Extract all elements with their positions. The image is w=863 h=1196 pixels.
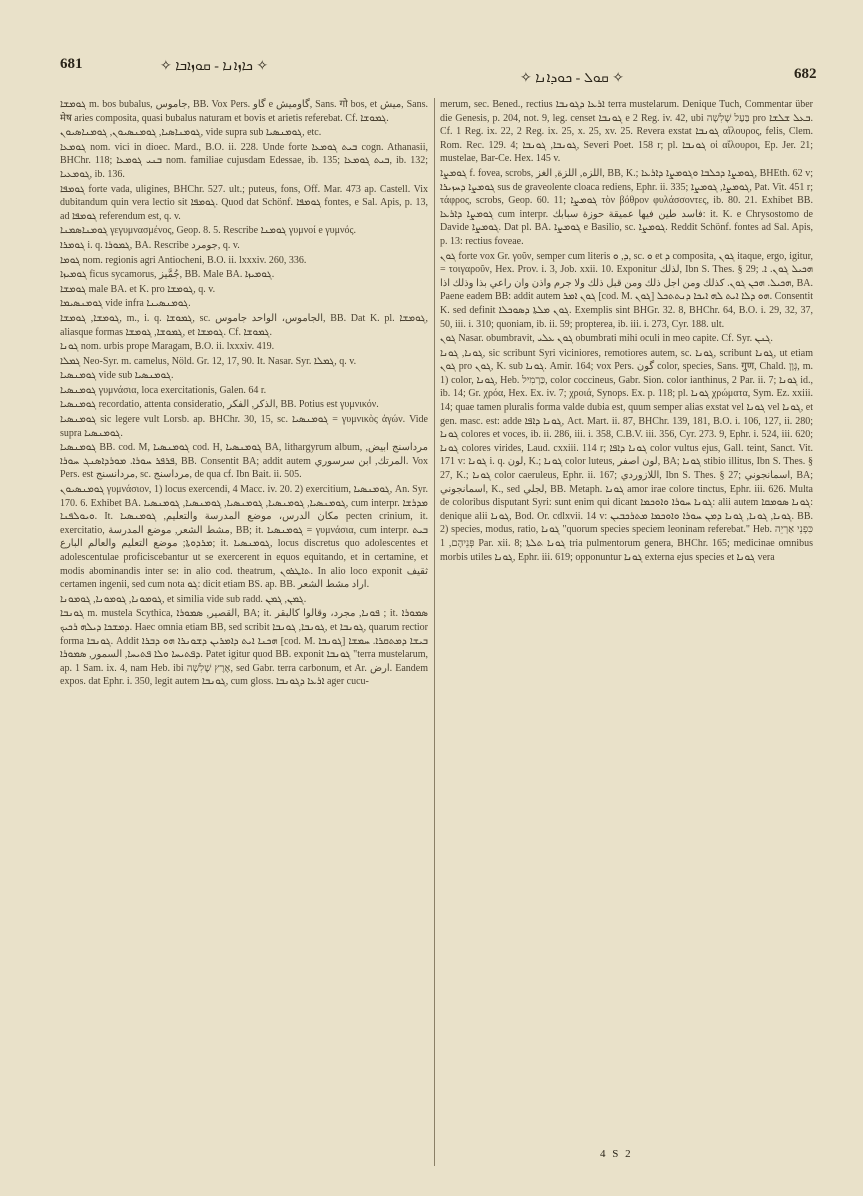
entry-left-11: ܓܘܡܫܐ, ܓܘܡܫܐ, m., i. q. ܓܡܘܫܐ, sc. الجاموس، الواحد جاموس, BB. Dat K. pl. ܓܘܡܫܐ, aliasque formas ܓܡܘܫܐ, ܓܘܡܫܐ, et ܓܘܡܫܐ. Cf. ܓܡܘܫܐ. — [60, 312, 428, 338]
entry-left-18: ܓܘܡܢܣܝܐ BB. cod. M, ܓܘܡܢܣܝܐ cod. H, ܓܘܡܢܣܝܐ BA, lithargyrum album, مرداسنج ابيض, ܦܪܦܪ ܚܘܪܐ. ܡܘܪܕܐܣܢܓ ܚܘܪܐ, BB. Consentit BA; addit autem المرتك, ابن سرسوري. Vox Pers. est مردانسنج, sc. مرداسنج, de qua cf. Ibn Bait. ii. 505. — [60, 442, 429, 481]
entry-right-3: ܓܘܢ forte vox Gr. γοῦν, semper cum literis ܕ, ܘ, sc. ܘ et ܕ composita, ܓܘܢ itaque, ergo, igitur, = τοιγαροῦν, Hex. Prov. i. 3, Job. xxii. 10. Exponitur لذلك, Ibn S. Thes. § 29; ܗܟܝܠ ܓܘܢ. ܐ. ܗܟܝܠ. ܗܟܢ ܓܘܢ. كذلك ومن اجل ذلك ومن قبل ذلك ولا جرم واذن وان راعي بذا وذلك اذا, BA. Paene eadem BB: addit autem ܓܘܢ ܐܡܪ [cod. M. ܓܘܢ] ܗܘ ܕܠܐ ܐܝܬ ܠܗ ܐܝܟܐ ܕܢܬܬܟܠ. Consentit K. sed definit ܓܘܢ ܡܠܬܐ ܕܣܘܟܠܐ. Exemplis sint BHGr. 32. 8, BHChr. 64, B.O. i. 29, 32, 37, 50, iii. i. 310; quoniam, ib. ii. 59; propterea, ib. iii. i. 273, Cyr. 188. ult. — [440, 250, 814, 330]
page-header — [0, 54, 863, 90]
entry-left-9: ܓܘܡܫܐ male BA. et K. pro ܓܘܡܫܐ, q. v. — [60, 283, 216, 295]
entry-left-2: ܓܘܡܢܐܣܝܐ, ܓܘܡܢܣܝܘܢ, ܓܘܡܢܐܣܝܘܢ, vide supra sub ܓܘܡܢܣܝܐ, etc. — [60, 127, 322, 139]
entry-right-5: ܓܘܢܐ, ܓܘܢܐ, sic scribunt Syri viciniores, remotiores autem, sc. ܓܘܢܐ, scribunt ܓܘܢܐ, ut etiam ܓܘܢ pro ܓܘܢ, K. sub ܓܘܢܐ. Amir. 164; vox Pers. گون color, species, Sans. गुण, Chald. גְּוָן, m. 1) color, ܓܘܢܐ, Heb. כַּרְמִיל, color coccineus, Gabr. Sion. color ianthinus, 2 Par. ii. 7; ܓܘܢܐ id., ib. 14; Gr. χρόα, Hex. Ex. iv. 7; χροιά, Synops. Ex. p. 118; pl. ܓܘܢܐ χρώματα, Sym. Ez. xxiii. 14; quae tamen pluralis forma valde dubia est, quum semper alias exstat vel ܓܘܢܐ vel ܓܘܢܐ, et gen. masc. est: adde ܓܘܢܐ ܕܐܦܐ, Act. Mart. ii. 87, BHChr. 139, 181, B.O. i. 106, 127, ii. 280; ܓܘܢܐ colores et voces, ib. ii. 286, iii. i. 358, C.B.V. iii. 356, Cyr. 273. 9, Ephr. i. 524, iii. 620; ܓܘܢܐ colores virides, Laud. cxxiii. 114 r; ܓܘܢܐ ܕܐܦܐ color vultus ejus, Gall. teint, Sanct. Vit. 171 v: ܓܘܢܐ i. q. لون, K.; ܓܘܢܐ color luteus, لون اصفر, BA; ܓܘܢܐ stibio illitus, Ibn S. Thes. § 27, K.; ܓܘܢܐ color caeruleus, Ephr. ii. 167; اللازوردي, Ibn S. Thes. § 27; اسمانجوني, BA; اسمانجوني, K., sed لجلي, BB. Metaph. ܓܘܢܐ amor irae colore tinctus, Ephr. iii. 626. Multa de coloribus disputant Syri: sunt enim qui dicant ܓܘܢܐ ܚܘܪܐ ܘܐܘܟܡܐ: alii autem ܓܘܢܐ ܣܘܡܩܐ: denique alii ܓܘܢܐ, Bod. Or. cdlxvii. 14 v: ܓܘܢܐ, ܓܘܢܐ, ܓܘܢܐ ܕܡܢ ܚܘܪܐ ܘܐܘܟܡܐ ܡܬܪܟܒܝܢ. BB. 2) species, modus, ratio, ܓܘܢܐ "quorum species speciem leoninam referebat." Heb. כִּפְנֵי אַרְיֵה פְּנֵיהֶם, 1 Par. xii. 8; ܓܘܢܐ ܬܠܬܐ tria pulmentorum genera, BHChr. 165; medicinae omnibus morbis utiles ܓܘܢܐ, Ephr. iii. 619; opponuntur ܓܘܢܐ externa ejus species et ܓܘܢܐ vera — [440, 347, 814, 563]
entry-left-14: ܓܘܡܢܣܝܐ vide sub ܓܘܡܢܣܝܐ. — [60, 370, 174, 382]
entry-left-21: ܓܘܢܒܐ m. mustela Scythica, القصير, ܣܡܘܪܐ, BA; it. ܦܘܢܐ, مجرد، وقالوا كالبقر ; it. ܣܡܘܪܐ ܕܡܫܟܐ ܕܝܠܗ ܪܟܝܟ. Haec omnia etiam BB, sed scribit ܓܘܢܒܐ, ܓܘܢܒܐ, et ܓܘܢܒܐ, quarum rectior forma ܓܘܢܒܐ. Addit ܗܟܢܐ ܐܝܬ ܕܐܡܪܝܢ ܕܫܘܢܪܐ ܗܘ ܕܒܪܐ [cod. M. ܓܘܢܒܐ] ܒܝܫܐ ܕܡܬܩܪܐ. ܚܡܫܐ ܕܦܬܝܚܐ ܘܠܐ ܦܬܝܚܐ, السمور, ܣܡܘܪܐ. Patet igitur quod BB. exponit ܓܘܢܒܐ "terra mustelarum, ap. 1 Sam. ix. 4, nam Heb. ibi אֶרֶץ שָׁלִשָׁה, sed Gabr. terra carbonum, et Ar. ارض. Eandem expos. dat Ephr. i. 350, legit autem ܓܘܢܒܐ, cum gloss. ܐܪܥܐ ܕܓܘܢܒܐ ager cucu- — [60, 608, 429, 688]
entry-left-19: ܓܘܡܢܣܝܘܢ γυμνάσιον, 1) locus exercendi, 4 Macc. iv. 20. 2) exercitium, ܓܘܡܢܣܝܐ, An. Syr. 170. 6. Exhibet BA. ܓܘܡܢܣܝܐ, ܓܘܡܢܣܝܐ, ܓܘܡܢܣܝܐ, ܓܘܡܢܣܝܐ, ܓܘܡܢܣܝܐ, cum interpr. ܡܕܪܫܐ ܘܝܘܠܦܢܐ. It. مكان الدرس، موضع المدرسة والتعليم, ܓܘܡܢܣܝܐ pecten crinium, it. exercitatio, مشط الشعر, موضع المدرسة, BB; it. ܓܘܡܢܣܝܐ = γυμνάσια, cum interpr. ܒܝܬ ܡܪܕܘܬܐ; موضع التعليم والعالم البارع; it. ܓܘܡܢܣܝܐ, locus discretus quo adolescentes et adolescentulae proficiscebantur ut se exercerent in equos equitando, et in certamine, et modis abominandis inter se: in alio cod. theatrum, ܬܐܛܪܘܢ. In alio loco exponit ثقيف certamen ingenii, sed cum nota ܓܘ: dicit etiam BS. ap. BB. اراد مشط الشعر. — [60, 484, 429, 591]
entry-right-2: ܓܘܡܨܐ f. fovea, scrobs, اللزه, اللزة, الغز, BB, K.; ܓܘܡܨܐ ܕܟܠܒܐ ܘܓܘܡܨܐ ܕܐܪܥܐ, BHEth. 62 v; ܓܘܡܨܐ ܕܚܙܝܪܐ sus de graveolente cloaca rediens, Ephr. ii. 335; ܓܘܡܨܐ, ܓܘܡܨܐ, Pat. Vit. 451 r; τάφρος, scrobs, Geop. 60. 11; ܓܘܡܨܐ τὸν βόθρον φυλάσσοντες, ib. 80. 21. Exhibet BB. ܓܘܡܨܐ ܕܐܪܥܐ cum interpr. فاسد طين فيها عميقة حوزة سبابك: it. K. e Chrysostomo de Davide ܓܘܡܨܐ. Dat pl. BA. ܓܘܡܨܐ e Basilio, sc. ܓܘܡܨܐ. Reddit Schönf. fontes ad Sal. Apis, p. 13: rectius foveae. — [440, 167, 814, 247]
entry-left-5: ܓܘܡܢܐܣܡܢܐ γεγυμνασμένος, Geop. 8. 5. Rescribe ܓܘܡܢܐ γυμνοί e γυμνός. — [60, 225, 356, 237]
entry-left-12: ܓܘܢܐ nom. urbis prope Maragam, B.O. ii. lxxxiv. 419. — [60, 341, 275, 353]
entry-left-7: ܓܘܡܐ nom. regionis agri Antiocheni, B.O. ii. lxxxiv. 260, 336. — [60, 254, 307, 266]
entry-left-10: ܓܘܡܢܣܝܡܐ vide infra ܓܘܡܢܣܝܢܐ. — [60, 298, 191, 310]
left-column — [60, 98, 428, 690]
entry-left-20: ܓܘܡܘܢܐ, ܓܘܡܘܢܐ, ܓܘܡܘܢܐ, et similia vide sub radd. ܓܡܢ, ܓܡܢ. — [60, 593, 307, 605]
right-column — [440, 98, 813, 565]
entry-right-1: merum, sec. Bened., rectius ܐܪܥܐ ܕܓܘܢܒܐ terra mustelarum. Denique Tuch, Commentar über die Genesis, p. 204, not. 9, leg. censet ܓܘܢܒܐ e 2 Reg. iv. 42, ubi בַּעַל שָׁלִשָׁה pro ܒܥܠ ܫܠܫܐ. Cf. 1 Reg. ix. 22, 2 Reg. ix. 25, x. 25, xv. 25. Revera exstat ܓܘܢܒܐ αἴλουρος, felis, Clem. Rom. Rec. 129. 4; ܓܘܢܒܐ, ܓܘܢܒܐ, Severi Poet. 158 r; pl. ܓܘܢܒܐ οἱ αἴλουροι, Ep. Jer. 21; mustelae, Bar-Ce. Hex. 145 v. — [440, 99, 814, 165]
column-divider — [434, 98, 435, 1166]
entry-right-4: ܓܘܢ Nasar. obumbravit, ܓܘܢ ܥܠܝ obumbrati mihi oculi in meo capite. Cf. Syr. ܓܢܢ. — [440, 333, 773, 345]
right-running-title: ✧ ܩܘܠ - ܟܘܕܐܢܐ ✧ — [520, 71, 624, 86]
entry-left-16: ܓܘܡܢܣܝܐ recordatio, attenta consideratio, الذكر, الفكر, BB. Potius est γυμνικόν. — [60, 399, 379, 411]
entry-left-1: ܓܘܡܫܐ m. bos bubalus, جاموس, BB. Vox Pers. گاو e گاوميش, Sans. गो bos, et ميش, Sans. मेष aries composita, quasi bubalus naturam et bovis et arietis referebat. Cf. ܓܡܘܫܐ. — [60, 99, 428, 124]
entry-left-6: ܓܘܡܪܐ i. q. ܓܡܘܪܐ, BA. Rescribe جومرد, q. v. — [60, 239, 240, 251]
signature-mark: 4 S 2 — [600, 1148, 633, 1160]
entry-left-17: ܓܘܡܢܣܝܐ sic legere vult Lorsb. ap. BHChr. 30, 15, sc. ܓܘܡܢܣܝܐ = γυμνικὸς ἀγών. Vide supra ܓܘܡܢܣܝܐ. — [60, 414, 428, 439]
entry-left-13: ܓܡܠܐ Neo-Syr. m. camelus, Nöld. Gr. 12, 17, 90. It. Nasar. Syr. ܓܡܠܐ, q. v. — [60, 355, 357, 367]
entry-left-15: ܓܘܡܢܣܝܐ γυμνάσια, loca exercitationis, Galen. 64 r. — [60, 384, 267, 396]
left-page-number: 681 — [60, 56, 83, 72]
entry-left-8: ܓܘܡܝܙܐ ficus sycamorus, جُمَّيز, BB. Male BA. ܓܘܡܝܙܐ. — [60, 269, 275, 281]
entry-left-3: ܓܘܡܥܐ nom. vici in dioec. Mard., B.O. ii. 228. Unde forte ܒܝܬ ܓܘܡܥܐ cogn. Athanasii, BHChr. 118; ܒܢܝ ܓܘܡܥܐ nom. familiae cujusdam Edessae, ib. 135; ܒܝܬ ܓܘܡܥܐ, ib. 132; ܓܘܡܥܝܐ, ib. 136. — [60, 141, 428, 180]
left-running-title: ✧ ܟܐܙܐܢܐ - ܩܘܙܐܒܐ ✧ — [160, 59, 269, 74]
right-page-number: 682 — [794, 66, 817, 82]
entry-left-4: ܓܘܡܦܐ forte vada, uligines, BHChr. 527. ult.; puteus, fons, Off. Mar. 473 ap. Castell. Vix dubitandum quin vera lectio sit ܓܘܡܦܐ. Quod dat Schönf. ܓܘܡܦܐ fontes, e Sal. Apis, p. 13, ad ܓܘܡܦܐ referendum est, q. v. — [60, 183, 428, 222]
